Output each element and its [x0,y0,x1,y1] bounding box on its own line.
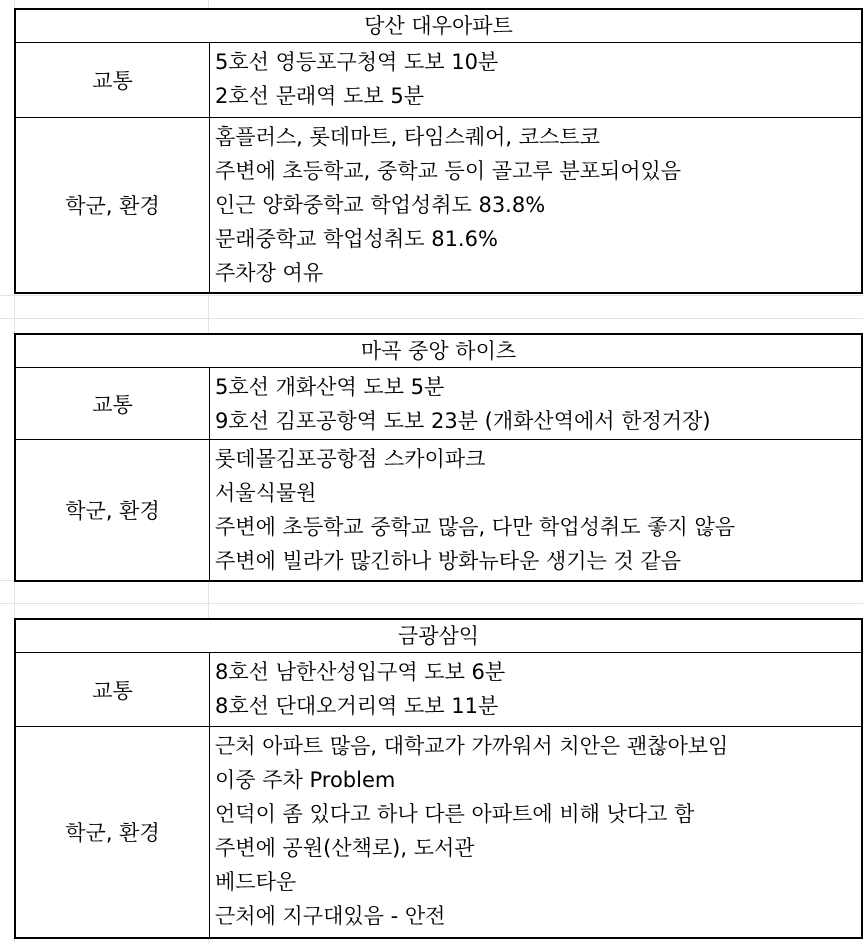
content-line: 주변에 초등학교, 중학교 등이 골고루 분포되어있음 [215,159,682,183]
row-label: 교통 [16,653,210,726]
row-content [210,440,861,580]
content-line: 9호선 김포공항역 도보 23분 (개화산역에서 한정거장) [215,409,711,433]
row-label: 교통 [16,43,210,117]
content-line: 인근 양화중학교 학업성취도 83.8% [215,193,546,217]
section-title: 금광삼익 [16,620,861,653]
row-label: 학군, 환경 [16,727,210,937]
content-line: 주변에 공원(산책로), 도서관 [215,836,475,860]
content-line: 5호선 개화산역 도보 5분 [215,375,445,399]
row-content [210,727,861,937]
content-line: 주차장 여유 [215,261,324,285]
row-label: 학군, 환경 [16,118,210,292]
row-label: 교통 [16,368,210,439]
content-line: 5호선 영등포구청역 도보 10분 [215,50,499,74]
content-line: 베드타운 [215,870,297,894]
row-school-environment [16,727,861,937]
section-title: 마곡 중앙 하이츠 [16,335,861,368]
content-line: 문래중학교 학업성취도 81.6% [215,227,498,251]
section-title: 당산 대우아파트 [16,10,861,43]
row-school-environment [16,118,861,292]
section-magok-joongang [14,333,863,582]
content-line: 서울식물원 [215,481,317,505]
content-line: 주변에 빌라가 많긴하나 방화뉴타운 생기는 것 같음 [215,549,682,573]
row-label: 학군, 환경 [16,440,210,580]
row-transport [16,653,861,727]
row-school-environment [16,440,861,580]
content-line: 롯데몰김포공항점 스카이파크 [215,447,486,471]
row-content [210,118,861,292]
row-content [210,653,861,726]
row-content [210,368,861,439]
content-line: 홈플러스, 롯데마트, 타임스퀘어, 코스트코 [215,125,600,149]
content-line: 언덕이 좀 있다고 하나 다른 아파트에 비해 낫다고 함 [215,802,695,826]
content-line: 8호선 남한산성입구역 도보 6분 [215,660,506,684]
row-transport [16,368,861,440]
row-content [210,43,861,117]
section-dangsan-daewoo [14,8,863,294]
content-line: 근처 아파트 많음, 대학교가 가까워서 치안은 괜찮아보임 [215,734,729,758]
content-line: 근처에 지구대있음 - 안전 [215,904,446,928]
section-geumgwang-samik [14,618,863,939]
content-line: 2호선 문래역 도보 5분 [215,84,425,108]
content-line: 8호선 단대오거리역 도보 11분 [215,694,499,718]
content-line: 이중 주차 Problem [215,768,396,792]
row-transport [16,43,861,118]
content-line: 주변에 초등학교 중학교 많음, 다만 학업성취도 좋지 않음 [215,515,735,539]
